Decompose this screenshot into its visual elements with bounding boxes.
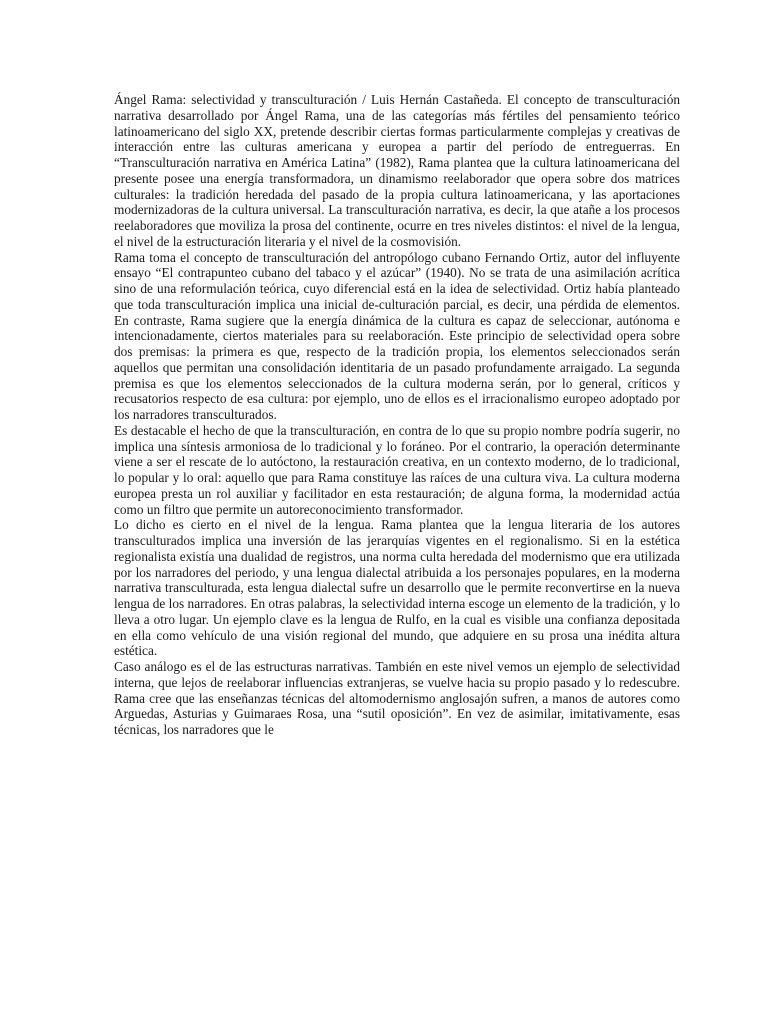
document-page — [114, 92, 680, 738]
paragraph-4: Lo dicho es cierto en el nivel de la lengua. Rama plantea que la lengua literaria de los autores transculturados implica una inversión de las jerarquías vigentes en el regionalismo. Si en la estética regionalista existía una dualidad de registros, una norma culta heredada del modernismo que era utilizada por los narradores del periodo, y una lengua dialectal atribuida a los personajes populares, en la moderna narrativa transculturada, esta lengua dialectal sufre un desarrollo que le permite reconvertirse en la nueva lengua de los narradores. En otras palabras, la selectividad interna escoge un elemento de la tradición, y lo lleva a otro lugar. Un ejemplo clave es la lengua de Rulfo, en la cual es visible una confianza depositada en ella como vehículo de una visión regional del mundo, que adquiere en su prosa una inédita altura estética. — [114, 517, 680, 659]
paragraph-2: Rama toma el concepto de transculturación del antropólogo cubano Fernando Ortiz, autor del influyente ensayo “El contrapunteo cubano del tabaco y el azúcar” (1940). No se trata de una asimilación acrítica sino de una reformulación teórica, cuyo diferencial está en la idea de selectividad. Ortiz había planteado que toda transculturación implica una inicial de-culturación parcial, es decir, una pérdida de elementos. En contraste, Rama sugiere que la energía dinámica de la cultura es capaz de seleccionar, autónoma e intencionadamente, ciertos materiales para su reelaboración. Este principio de selectividad opera sobre dos premisas: la primera es que, respecto de la tradición propia, los elementos seleccionados serán aquellos que permitan una consolidación identitaria de un pasado profundamente arraigado. La segunda premisa es que los elementos seleccionados de la cultura moderna serán, por lo general, críticos y recusatorios respecto de esa cultura: por ejemplo, uno de ellos es el irracionalismo europeo adoptado por los narradores transculturados. — [114, 249, 680, 422]
paragraph-5: Caso análogo es el de las estructuras narrativas. También en este nivel vemos un ejemplo de selectividad interna, que lejos de reelaborar influencias extranjeras, se vuelve hacia su propio pasado y lo redescubre. Rama cree que las enseñanzas técnicas del altomodernismo anglosajón sufren, a manos de autores como Arguedas, Asturias y Guimaraes Rosa, una “sutil oposición”. En vez de asimilar, imitativamente, esas técnicas, los narradores que le — [114, 659, 680, 737]
paragraph-3: Es destacable el hecho de que la transculturación, en contra de lo que su propio nombre podría sugerir, no implica una síntesis armoniosa de lo tradicional y lo foráneo. Por el contrario, la operación determinante viene a ser el rescate de lo autóctono, la restauración creativa, en un contexto moderno, de lo tradicional, lo popular y lo oral: aquello que para Rama constituye las raíces de una cultura viva. La cultura moderna europea presta un rol auxiliar y facilitador en esta restauración; de alguna forma, la modernidad actúa como un filtro que permite un autoreconocimiento transformador. — [114, 422, 680, 517]
paragraph-1: Ángel Rama: selectividad y transculturación / Luis Hernán Castañeda. El concepto de transculturación narrativa desarrollado por Ángel Rama, una de las categorías más fértiles del pensamiento teórico latinoamericano del siglo XX, pretende describir ciertas formas particularmente complejas y creativas de interacción entre las culturas americana y europea a partir del período de entreguerras. En “Transculturación narrativa en América Latina” (1982), Rama plantea que la cultura latinoamericana del presente posee una energía transformadora, un dinamismo reelaborador que opera sobre dos matrices culturales: la tradición heredada del pasado de la propia cultura latinoamericana, y las aportaciones modernizadoras de la cultura universal. La transculturación narrativa, es decir, la que atañe a los procesos reelaboradores que moviliza la prosa del continente, ocurre en tres niveles distintos: el nivel de la lengua, el nivel de la estructuración literaria y el nivel de la cosmovisión. — [114, 92, 680, 249]
